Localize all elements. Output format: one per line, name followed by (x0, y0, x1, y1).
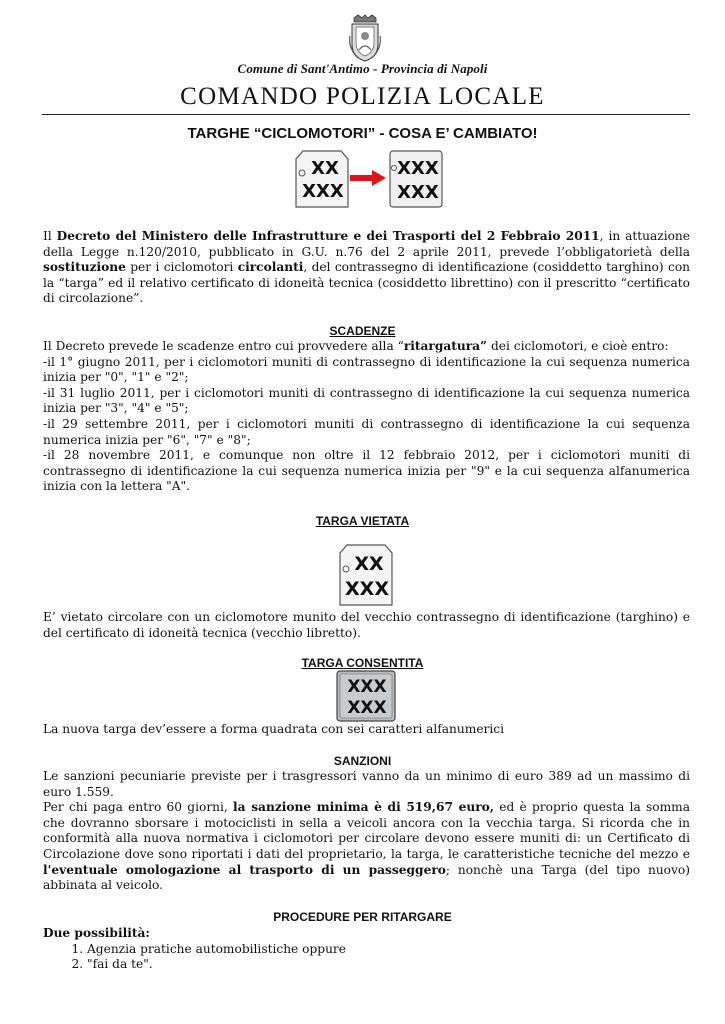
sanzioni-text: Le sanzioni pecuniarie previste per i trasgressori vanno da un minimo di euro 389 ad un massimo di euro 1.559. Per chi paga entro 60 giorni, la sanzione minima è di 519,67 euro, ed è proprio questa la somma che dovranno sborsare i motociclisti in sella a veicoli ancora con la vecchia targa. Si ricorda che in conformità alla nuova normativa i ciclomotori per circolare devono essere muniti di: un Certificato di Circolazione dove sono riportati i dati del proprietario, la targa, le caratteristiche tecniche del mezzo e l'eventuale omologazione al trasporto di un passeggero; nonchè una Targa (del tipo nuovo) abbinata al veicolo. (43, 769, 690, 893)
section-title-sanzioni: SANZIONI (333, 754, 392, 768)
section-title-procedure: PROCEDURE PER RITARGARE (273, 910, 452, 924)
deadline-item: -il 28 novembre 2011, e comunque non oltre il 12 febbraio 2012, per i ciclomotori muniti di contrassegno di identificazione la cui sequenza numerica inizia per "9" e la cui sequenza alfanumerica inizia con la lettera "A". (43, 448, 690, 494)
header-divider (42, 114, 690, 115)
section-title-targa-consentita: TARGA CONSENTITA (301, 656, 424, 670)
targa-vietata-text: E’ vietato circolare con un ciclomotore munito del vecchio contrassegno di identificazione (targhino) e del certificato di idoneità tecnica (vecchio libretto). (43, 610, 690, 640)
arrow-right-icon (350, 170, 386, 186)
list-item: 2. "fai da te". (87, 957, 690, 973)
old-plate-bottom-text: XXX (302, 181, 344, 202)
section-title-targa-vietata: TARGA VIETATA (315, 514, 410, 528)
new-plate-bottom-text: XXX (397, 182, 439, 203)
deadline-item: -il 29 settembre 2011, per i ciclomotori muniti di contrassegno di identificazione la cui sequenza numerica inizia per "6", "7" e "8"; (43, 416, 690, 447)
header-subtitle: Comune di Sant'Antimo - Provincia di Napoli (237, 61, 488, 76)
svg-text:XX: XX (354, 553, 384, 575)
forbidden-plate-image (339, 544, 393, 606)
old-plate-image (295, 150, 349, 208)
deadline-item: -il 31 luglio 2011, per i ciclomotori muniti di contrassegno di identificazione la cui sequenza numerica inizia per "3", "4" e "5"; (43, 385, 690, 416)
procedure-text: Due possibilità: 1. Agenzia pratiche automobilistiche oppure 2. "fai da te". (43, 926, 690, 973)
scadenze-text: Il Decreto prevede le scadenze entro cui provvedere alla “ritargatura” dei ciclomotori, e cioè entro: -il 1° giugno 2011, per i ciclomotori muniti di contrassegno di identificazione la cui sequenza numerica inizia per "0", "1" e "2"; -il 31 luglio 2011, per i ciclomotori muniti di contrassegno di identificazione la cui sequenza numerica inizia per "3", "4" e "5"; -il 29 settembre 2011, per i ciclomotori muniti di contrassegno di identificazione la cui sequenza numerica inizia per "6", "7" e "8"; -il 28 novembre 2011, e comunque non oltre il 12 febbraio 2012, per i ciclomotori muniti di contrassegno di identificazione la cui sequenza numerica inizia per "9" e la cui sequenza alfanumerica inizia con la lettera "A". (43, 339, 690, 494)
section-title-scadenze: SCADENZE (329, 324, 396, 338)
svg-text:XXX: XXX (347, 698, 387, 718)
allowed-plate-image (336, 670, 396, 722)
svg-text:XXX: XXX (347, 677, 387, 697)
municipal-crest-icon (348, 14, 382, 62)
old-plate-top-text: XX (311, 158, 339, 179)
header-title: COMANDO POLIZIA LOCALE (180, 83, 545, 110)
targa-consentita-text: La nuova targa dev’essere a forma quadrata con sei caratteri alfanumerici (43, 722, 504, 736)
document-heading: TARGHE “CICLOMOTORI” - COSA E’ CAMBIATO! (187, 125, 538, 142)
new-plate-image (389, 150, 443, 208)
svg-text:XXX: XXX (345, 578, 389, 600)
decree-reference: Decreto del Ministero delle Infrastrutture e dei Trasporti del 2 Febbraio 2011 (56, 229, 600, 243)
new-plate-top-text: XXX (397, 158, 439, 179)
procedure-list (43, 942, 690, 973)
deadline-item: -il 1° giugno 2011, per i ciclomotori muniti di contrassegno di identificazione la cui sequenza numerica inizia per "0", "1" e "2"; (43, 354, 690, 385)
intro-paragraph: Il Decreto del Ministero delle Infrastrutture e dei Trasporti del 2 Febbraio 2011, in attuazione della Legge n.120/2010, pubblicato in G.U. n.76 del 2 aprile 2011, prevede l’obbligatorietà della sostituzione per i ciclomotori circolanti, del contrassegno di identificazione (cosiddetto targhino) con la “targa” ed il relativo certificato di idoneità tecnica (cosiddetto librettino) con il prescritto “certificato di circolazione”. (43, 229, 691, 306)
list-item: 1. Agenzia pratiche automobilistiche oppure (87, 942, 690, 958)
